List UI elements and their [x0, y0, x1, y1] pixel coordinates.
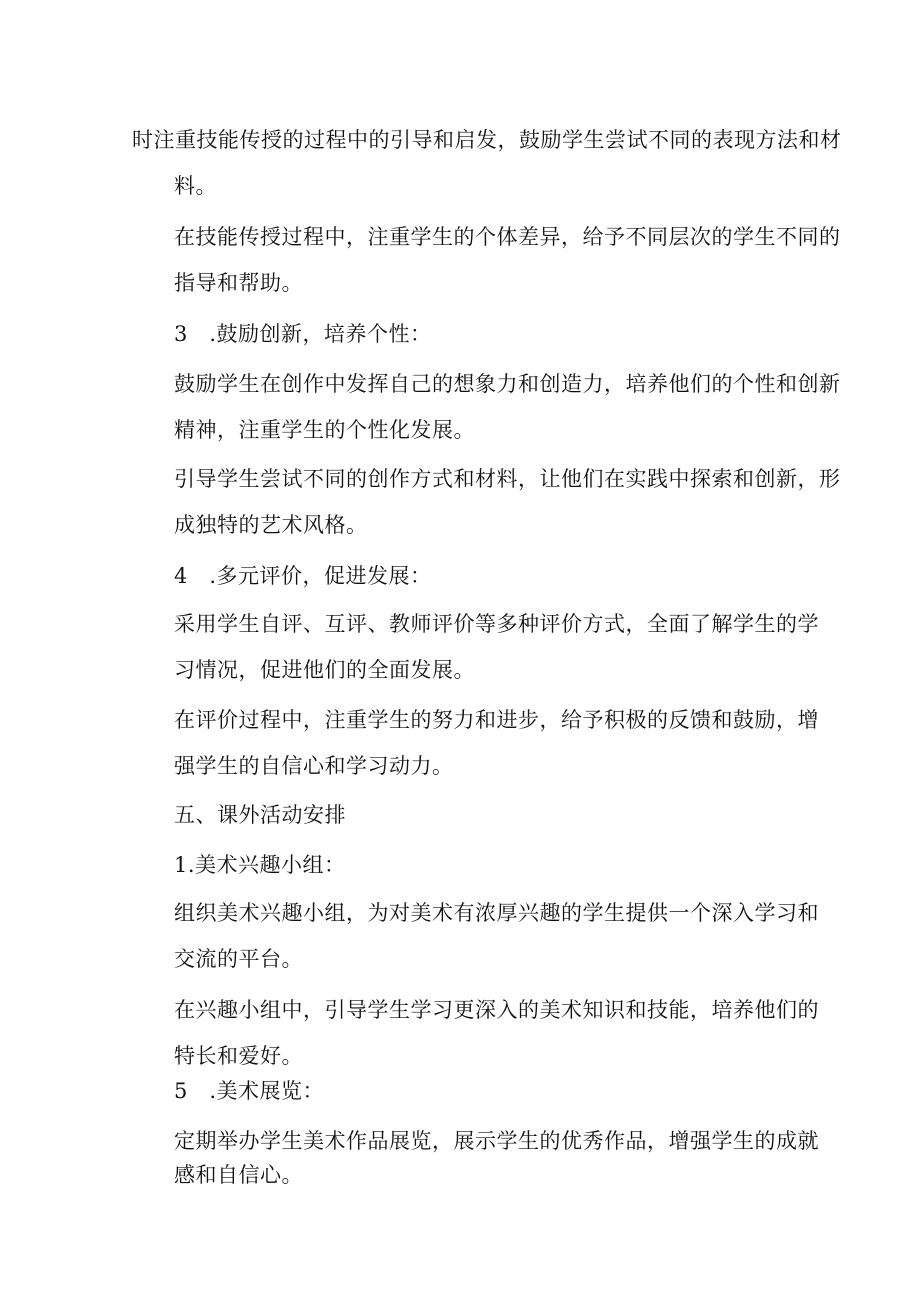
list-heading: 3 .鼓励创新，培养个性：: [174, 322, 432, 346]
text-line: 引导学生尝试不同的创作方式和材料，让他们在实践中探索和创新，形: [174, 467, 841, 491]
text-line: 在评价过程中，注重学生的努力和进步，给予积极的反馈和鼓励，增: [174, 708, 819, 732]
text-line: 鼓励学生在创作中发挥自己的想象力和创造力，培养他们的个性和创新: [174, 372, 841, 396]
text-line: 采用学生自评、互评、教师评价等多种评价方式，全面了解学生的学: [174, 612, 819, 636]
text-line: 指导和帮助。: [174, 271, 303, 295]
text-line: 成独特的艺术风格。: [174, 513, 368, 537]
text-line: 特长和爱好。: [174, 1044, 303, 1068]
list-heading: 4 .多元评价，促进发展：: [174, 564, 432, 588]
text-line: 精神，注重学生的个性化发展。: [174, 418, 475, 442]
section-heading: 五、课外活动安排: [174, 803, 346, 827]
text-line: 在兴趣小组中，引导学生学习更深入的美术知识和技能，培养他们的: [174, 998, 819, 1022]
list-heading: 1.美术兴趣小组：: [174, 853, 346, 877]
text-line: 时注重技能传授的过程中的引导和启发，鼓励学生尝试不同的表现方法和材: [132, 128, 842, 152]
text-line: 定期举办学生美术作品展览，展示学生的优秀作品，增强学生的成就: [174, 1129, 819, 1153]
text-line: 组织美术兴趣小组，为对美术有浓厚兴趣的学生提供一个深入学习和: [174, 901, 819, 925]
text-line: 感和自信心。: [174, 1163, 303, 1187]
text-line: 习情况，促进他们的全面发展。: [174, 658, 475, 682]
list-heading: 5 .美术展览：: [174, 1079, 325, 1103]
text-line: 强学生的自信心和学习动力。: [174, 754, 454, 778]
text-line: 料。: [174, 174, 217, 198]
text-line: 交流的平台。: [174, 947, 303, 971]
text-line: 在技能传授过程中，注重学生的个体差异，给予不同层次的学生不同的: [174, 225, 841, 249]
